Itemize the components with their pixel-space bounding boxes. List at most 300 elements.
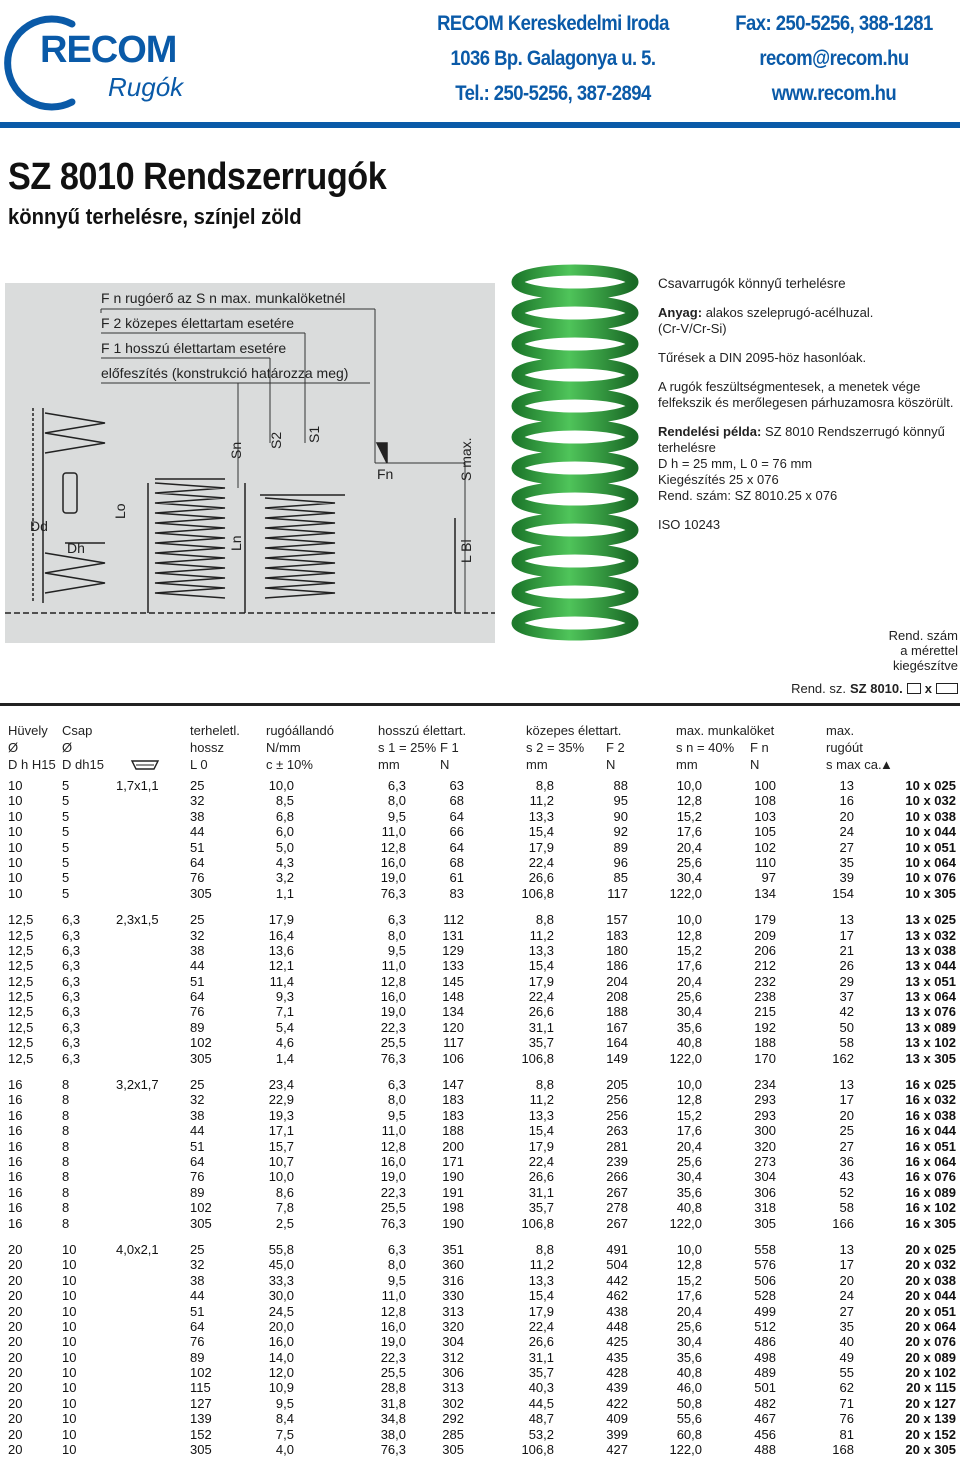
label-s2: S2: [268, 431, 284, 449]
table-cell: 8: [62, 1153, 70, 1169]
table-cell: 103: [754, 808, 776, 824]
table-cell: 12,1: [268, 958, 294, 974]
table-cell: 8,8: [535, 912, 554, 928]
label-s1: S1: [306, 425, 322, 443]
green-spring-illustration: [510, 270, 640, 660]
table-row: [0, 1411, 960, 1426]
table-cell: 76: [190, 870, 205, 886]
table-cell: 17,6: [676, 958, 702, 974]
table-cell: 20: [8, 1411, 23, 1427]
table-header: [0, 723, 960, 775]
table-cell: 8,0: [387, 927, 406, 943]
table-cell: 127: [190, 1395, 212, 1411]
table-cell: 12,5: [8, 989, 34, 1005]
table-cell: 5: [62, 778, 70, 793]
table-cell: 16,0: [380, 1318, 406, 1334]
table-cell: 11,0: [381, 1288, 406, 1304]
table-cell: 9,5: [387, 942, 406, 958]
spring-coil: [517, 611, 633, 635]
table-cell: 31,1: [528, 1349, 554, 1365]
table-cell: 66: [449, 824, 464, 840]
table-cell: 10: [62, 1303, 77, 1319]
table-cell: 8: [62, 1123, 70, 1139]
table-cell: 435: [606, 1349, 628, 1365]
order-code-cell: 10 x 032: [905, 793, 956, 809]
table-header-cell: N: [750, 757, 760, 772]
table-cell: 50,8: [676, 1395, 702, 1411]
table-row: [0, 1288, 960, 1303]
table-cell: 206: [754, 942, 776, 958]
table-cell: 528: [754, 1288, 776, 1304]
table-cell: 20: [8, 1334, 23, 1350]
table-row: [0, 1169, 960, 1184]
table-cell: 5,0: [275, 839, 294, 855]
table-cell: 10: [62, 1272, 77, 1288]
table-cell: 62: [839, 1380, 854, 1396]
table-cell: 305: [754, 1215, 776, 1231]
table-row: [0, 1108, 960, 1123]
table-row: [0, 1004, 960, 1019]
table-cell: 558: [754, 1241, 776, 1257]
table-cell: 8,5: [275, 793, 294, 809]
table-cell: 504: [606, 1257, 628, 1273]
order-code-cell: 20 x 152: [905, 1426, 956, 1442]
table-header-cell: Ø: [62, 740, 73, 755]
table-cell: 51: [190, 973, 205, 989]
table-cell: 106,8: [521, 1215, 554, 1231]
table-top-rule: [0, 703, 960, 706]
table-cell: 491: [606, 1241, 628, 1257]
page-title: SZ 8010 Rendszerrugók: [8, 156, 387, 198]
table-cell: 9,3: [275, 989, 294, 1005]
material-alloy: (Cr-V/Cr-Si): [658, 321, 727, 336]
table-header-cell: hosszú élettart.: [378, 723, 467, 738]
table-cell: 26: [839, 958, 854, 974]
table-cell: 8: [62, 1138, 70, 1154]
table-cell: 10: [8, 854, 23, 870]
table-row: [0, 1242, 960, 1257]
order-code-cell: 13 x 032: [905, 927, 956, 943]
group-gap: [0, 1066, 960, 1077]
table-row: [0, 886, 960, 901]
table-cell: 12,5: [8, 942, 34, 958]
table-cell: 188: [606, 1004, 628, 1020]
table-cell: 456: [754, 1426, 776, 1442]
order-code-cell: 20 x 115: [906, 1380, 956, 1396]
spring-coil: [517, 270, 633, 294]
table-cell: 108: [754, 793, 776, 809]
table-cell: 6,3: [62, 927, 81, 943]
table-cell: 498: [754, 1349, 776, 1365]
table-cell: 102: [190, 1200, 212, 1216]
table-row: [0, 1051, 960, 1066]
table-cell: 15,2: [676, 808, 702, 824]
table-cell: 166: [832, 1215, 854, 1231]
table-cell: 6,0: [275, 824, 294, 840]
table-cell: 14,0: [268, 1349, 294, 1365]
table-cell: 8: [62, 1184, 70, 1200]
order-code-cell: 20 x 102: [905, 1365, 956, 1381]
table-cell: 19,0: [380, 1004, 406, 1020]
product-description: [658, 276, 958, 546]
order-code-cell: 20 x 038: [905, 1272, 956, 1288]
table-cell: 501: [754, 1380, 776, 1396]
order-example-label: Rendelési példa:: [658, 424, 762, 439]
table-cell: 17,9: [528, 839, 554, 855]
table-cell: 11,4: [269, 973, 294, 989]
table-cell: 6,3: [387, 1077, 406, 1093]
table-row: [0, 793, 960, 808]
spring-coil: [517, 363, 633, 387]
table-cell: 32: [190, 793, 205, 809]
order-example-text: SZ 8010 Rendszerrugó könnyű terhelésre: [658, 424, 945, 455]
table-cell: 76,3: [380, 1050, 406, 1066]
table-row: [0, 1092, 960, 1107]
table-cell: 5,4: [275, 1019, 294, 1035]
table-cell: 292: [442, 1411, 464, 1427]
table-cell: 5: [62, 839, 70, 855]
table-cell: 267: [606, 1215, 628, 1231]
table-cell: 106,8: [521, 1442, 554, 1457]
table-cell: 85: [613, 870, 628, 886]
table-cell: 4,0: [275, 1442, 294, 1457]
table-cell: 512: [754, 1318, 776, 1334]
table-cell: 12,8: [676, 793, 702, 809]
table-cell: 10: [8, 839, 23, 855]
table-cell: 12,5: [8, 1035, 34, 1051]
table-cell: 20: [8, 1395, 23, 1411]
table-cell: 8,8: [535, 778, 554, 793]
table-cell: 22,3: [380, 1019, 406, 1035]
table-header-cell: hossz: [190, 740, 224, 755]
table-cell: 10: [62, 1257, 77, 1273]
table-cell: 16,0: [268, 1334, 294, 1350]
table-cell: 318: [754, 1200, 776, 1216]
table-cell: 53,2: [528, 1426, 554, 1442]
table-cell: 20,0: [268, 1318, 294, 1334]
table-cell: 27: [839, 839, 854, 855]
order-number: Rend. szám: SZ 8010.25 x 076: [658, 488, 838, 503]
table-cell: 6,3: [62, 1035, 81, 1051]
table-cell: 17: [839, 927, 854, 943]
spring-coil: [517, 580, 633, 604]
label-fn: Fn: [377, 466, 394, 482]
table-cell: 24: [839, 824, 854, 840]
table-row: [0, 1139, 960, 1154]
table-cell: 6,3: [62, 1050, 81, 1066]
order-code-cell: 20 x 051: [905, 1303, 956, 1319]
table-cell: 462: [606, 1288, 628, 1304]
table-cell: 506: [754, 1272, 776, 1288]
table-cell: 152: [190, 1426, 212, 1442]
order-note-line-2: a mérettel: [900, 643, 958, 658]
order-code-format: [791, 681, 958, 696]
label-dh: Dh: [67, 540, 85, 556]
table-cell: 20,4: [676, 1138, 702, 1154]
table-cell: 171: [442, 1153, 464, 1169]
table-cell: 467: [754, 1411, 776, 1427]
table-cell: 35: [839, 854, 854, 870]
table-cell: 26,6: [528, 1004, 554, 1020]
table-cell: 58: [839, 1200, 854, 1216]
company-contact-block: [694, 6, 974, 111]
order-code-cell: 10 x 051: [905, 839, 956, 855]
table-cell: 5: [62, 824, 70, 840]
table-cell: 11,2: [529, 1092, 554, 1108]
table-cell: 20,4: [676, 1303, 702, 1319]
table-cell: 167: [606, 1019, 628, 1035]
table-cell: 12,0: [268, 1365, 294, 1381]
table-cell: 17,9: [528, 973, 554, 989]
page-subtitle: könnyű terhelésre, színjel zöld: [8, 204, 302, 229]
table-cell: 13,3: [528, 1107, 554, 1123]
table-cell: 20: [839, 1107, 854, 1123]
order-code-cell: 16 x 038: [905, 1107, 956, 1123]
label-lo: Lo: [112, 503, 128, 519]
table-row: [0, 824, 960, 839]
table-cell: 96: [613, 854, 628, 870]
table-cell: 25: [190, 1241, 205, 1257]
table-cell: 20: [839, 1272, 854, 1288]
table-header-cell: F 2: [606, 740, 625, 755]
group-gap: [0, 1231, 960, 1242]
table-cell: 30,4: [676, 1004, 702, 1020]
table-cell: 9,5: [387, 1107, 406, 1123]
table-cell: 122,0: [669, 1442, 702, 1457]
table-cell: 256: [606, 1092, 628, 1108]
table-cell: 2,3x1,5: [116, 912, 159, 928]
table-cell: 64: [449, 839, 464, 855]
table-cell: 134: [442, 1004, 464, 1020]
table-cell: 422: [606, 1395, 628, 1411]
table-header-cell: N: [440, 757, 450, 772]
table-cell: 32: [190, 927, 205, 943]
table-cell: 122,0: [669, 1215, 702, 1231]
table-row: [0, 958, 960, 973]
table-cell: 488: [754, 1442, 776, 1457]
table-cell: 489: [754, 1365, 776, 1381]
table-cell: 427: [606, 1442, 628, 1457]
table-cell: 76: [190, 1334, 205, 1350]
table-cell: 8,8: [535, 1241, 554, 1257]
table-cell: 25,6: [676, 1318, 702, 1334]
table-cell: 10: [62, 1395, 77, 1411]
order-dims: D h = 25 mm, L 0 = 76 mm: [658, 456, 813, 471]
table-cell: 16: [8, 1077, 23, 1093]
table-cell: 15,7: [268, 1138, 294, 1154]
table-cell: 49: [839, 1349, 854, 1365]
table-cell: 234: [754, 1077, 776, 1093]
table-cell: 428: [606, 1365, 628, 1381]
order-code-cell: 10 x 044: [905, 824, 956, 840]
table-cell: 204: [606, 973, 628, 989]
order-code-cell: 10 x 038: [905, 808, 956, 824]
table-cell: 40,8: [676, 1365, 702, 1381]
table-cell: 6,3: [387, 1241, 406, 1257]
table-cell: 11,2: [529, 1257, 554, 1273]
table-cell: 170: [754, 1050, 776, 1066]
order-code: SZ 8010.: [850, 681, 903, 696]
table-cell: 26,6: [528, 1169, 554, 1185]
table-cell: 20: [8, 1349, 23, 1365]
table-header-cell: s 2 = 35%: [526, 740, 585, 755]
table-cell: 164: [606, 1035, 628, 1051]
table-cell: 10: [8, 870, 23, 886]
table-cell: 117: [443, 1035, 464, 1051]
table-cell: 6,3: [62, 1004, 81, 1020]
label-smax: S max.: [458, 437, 474, 481]
order-code-cell: 13 x 038: [905, 942, 956, 958]
company-email[interactable]: recom@recom.hu: [759, 47, 909, 70]
table-cell: 10: [62, 1380, 77, 1396]
table-cell: 10,0: [268, 1169, 294, 1185]
table-cell: 305: [190, 1215, 212, 1231]
table-cell: 21: [839, 942, 854, 958]
table-cell: 26,6: [528, 870, 554, 886]
table-row: [0, 1185, 960, 1200]
order-code-cell: 20 x 025: [905, 1241, 956, 1257]
table-cell: 13,3: [528, 1272, 554, 1288]
table-row: [0, 809, 960, 824]
table-cell: 25,5: [380, 1035, 406, 1051]
table-cell: 24: [839, 1288, 854, 1304]
table-cell: 37: [839, 989, 854, 1005]
table-cell: 27: [839, 1138, 854, 1154]
label-sn: Sn: [228, 441, 244, 459]
table-cell: 256: [606, 1107, 628, 1123]
logo-text: RECOM: [40, 29, 177, 71]
table-cell: 399: [606, 1426, 628, 1442]
table-cell: 304: [754, 1169, 776, 1185]
table-cell: 25: [190, 778, 205, 793]
table-cell: 482: [754, 1395, 776, 1411]
table-cell: 38: [190, 942, 205, 958]
table-cell: 25,6: [676, 989, 702, 1005]
table-row: [0, 870, 960, 885]
table-cell: 8: [62, 1169, 70, 1185]
order-code-cell: 10 x 076: [905, 870, 956, 886]
company-web[interactable]: www.recom.hu: [771, 82, 897, 105]
table-cell: 20: [8, 1442, 23, 1457]
table-cell: 8,0: [387, 793, 406, 809]
order-code-cell: 16 x 102: [905, 1200, 956, 1216]
table-row: [0, 1334, 960, 1349]
table-cell: 28,8: [380, 1380, 406, 1396]
table-cell: 19,0: [380, 870, 406, 886]
table-cell: 8,4: [275, 1411, 294, 1427]
table-cell: 1,7x1,1: [116, 778, 159, 793]
table-cell: 12,8: [380, 839, 406, 855]
table-header-cell: D h H15: [8, 757, 56, 772]
table-cell: 117: [607, 885, 628, 901]
order-code-cell: 20 x 089: [905, 1349, 956, 1365]
table-cell: 16,0: [380, 989, 406, 1005]
table-cell: 302: [442, 1395, 464, 1411]
company-address-block: [388, 6, 718, 111]
table-cell: 5: [62, 854, 70, 870]
table-cell: 25: [190, 1077, 205, 1093]
table-cell: 20: [8, 1257, 23, 1273]
table-header-cell: rugóállandó: [266, 723, 334, 738]
table-row: [0, 943, 960, 958]
table-header-cell: Csap: [62, 723, 93, 738]
material-text: alakos szeleprugó-acélhuzal.: [705, 305, 874, 320]
order-code-x: x: [924, 681, 932, 696]
table-cell: 30,4: [676, 1334, 702, 1350]
table-cell: 31,1: [528, 1019, 554, 1035]
table-cell: 278: [606, 1200, 628, 1216]
iso-standard: ISO 10243: [658, 517, 721, 532]
table-cell: 306: [754, 1184, 776, 1200]
table-cell: 190: [442, 1169, 464, 1185]
table-cell: 50: [839, 1019, 854, 1035]
recom-logo: [12, 10, 212, 110]
table-cell: 360: [442, 1257, 464, 1273]
table-cell: 12,5: [8, 958, 34, 974]
order-code-cell: 10 x 305: [905, 885, 956, 901]
table-cell: 34,8: [380, 1411, 406, 1427]
order-code-cell: 16 x 032: [905, 1092, 956, 1108]
table-cell: 148: [442, 989, 464, 1005]
table-cell: 64: [190, 989, 205, 1005]
table-cell: 40: [839, 1334, 854, 1350]
table-cell: 442: [606, 1272, 628, 1288]
table-cell: 11,0: [381, 824, 406, 840]
table-cell: 306: [442, 1365, 464, 1381]
table-cell: 6,3: [387, 778, 406, 793]
order-code-cell: 20 x 139: [905, 1411, 956, 1427]
table-cell: 100: [754, 778, 776, 793]
table-cell: 17,6: [676, 824, 702, 840]
table-cell: 162: [832, 1050, 854, 1066]
table-cell: 6,3: [62, 989, 81, 1005]
table-cell: 267: [606, 1184, 628, 1200]
table-cell: 43: [839, 1169, 854, 1185]
table-cell: 15,2: [676, 942, 702, 958]
table-cell: 293: [754, 1107, 776, 1123]
table-header-cell: mm: [676, 757, 698, 772]
table-cell: 183: [442, 1107, 464, 1123]
group-gap: [0, 901, 960, 912]
table-cell: 61: [449, 870, 464, 886]
order-code-cell: 20 x 076: [905, 1334, 956, 1350]
table-cell: 6,3: [62, 912, 81, 928]
table-cell: 10,0: [676, 1241, 702, 1257]
table-cell: 40,8: [676, 1035, 702, 1051]
table-cell: 205: [606, 1077, 628, 1093]
table-cell: 10: [62, 1426, 77, 1442]
table-cell: 35,6: [676, 1184, 702, 1200]
order-code-cell: 16 x 076: [905, 1169, 956, 1185]
table-cell: 38: [190, 808, 205, 824]
table-cell: 10: [62, 1318, 77, 1334]
table-cell: 12,8: [676, 927, 702, 943]
table-cell: 10,7: [268, 1153, 294, 1169]
table-cell: 5: [62, 885, 70, 901]
order-code-cell: 13 x 051: [905, 973, 956, 989]
table-cell: 35,6: [676, 1349, 702, 1365]
table-cell: 313: [442, 1303, 464, 1319]
table-cell: 23,4: [268, 1077, 294, 1093]
table-cell: 112: [443, 912, 464, 928]
table-cell: 76: [190, 1004, 205, 1020]
table-cell: 90: [613, 808, 628, 824]
table-cell: 30,4: [676, 1169, 702, 1185]
table-cell: 183: [442, 1092, 464, 1108]
table-cell: 64: [190, 1318, 205, 1334]
order-code-cell: 16 x 044: [905, 1123, 956, 1139]
table-cell: 20: [8, 1303, 23, 1319]
